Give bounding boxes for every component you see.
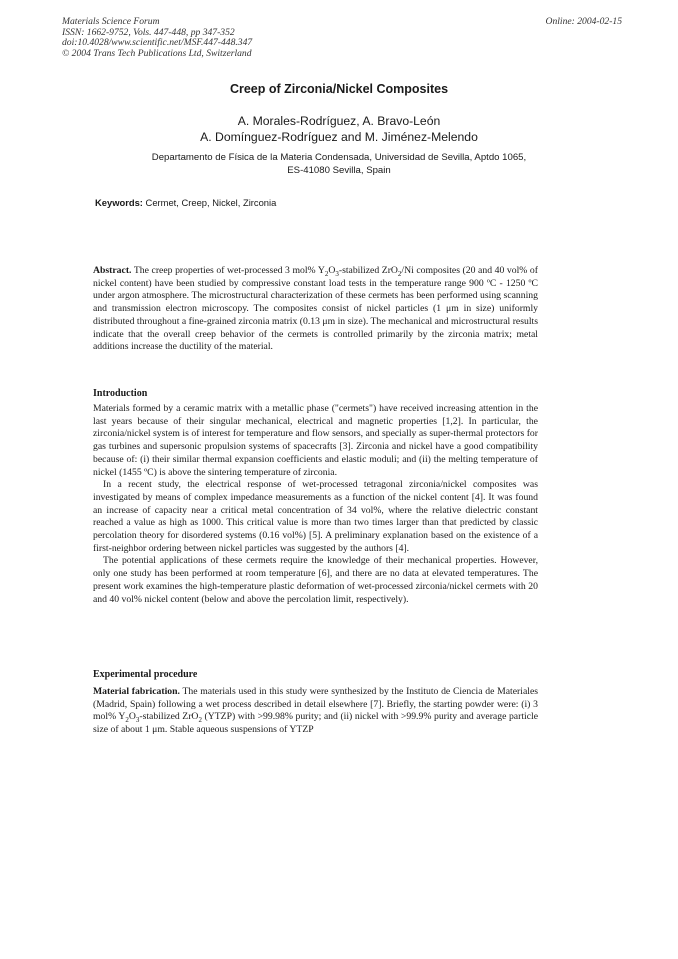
- keywords: [95, 197, 276, 208]
- abstract-text-1: The creep properties of wet-processed 3 mol% Y: [131, 265, 325, 276]
- experimental-paragraph: Material fabrication. The materials used in this study were synthesized by the Instituto de Ciencia de Materiales (Madrid, Spain) following a wet process described in detail elsewhere [7]. Briefly, the starting powder were: (i) 3 mol% $Y_2O_3$-stabilized ZrO$_2$ (YTZP) with >99.98% purity; and (ii) nickel with >99.9% purity and average particle size of about 1 μm. Stable aqueous suspensions of YTZP: [93, 686, 539, 736]
- abstract: [93, 265, 538, 354]
- journal-name: Materials Science Forum: [62, 16, 160, 27]
- intro-paragraph-1: Materials formed by a ceramic matrix with a metallic phase ("cermets") have received increasing attention in the last years because of their singular mechanical, electrical and magnetic properties [1,2]. In particular, the zirconia/nickel system is of interest for temperature and flow sensors, and specially as super-thermal protectors for gas turbines and supersonic propulsion systems of spacecrafts [3]. Zirconia and nickel have a good compatibility because of: (i) their similar thermal expansion coefficients and elastic moduli; and (ii) the melting temperature of nickel (1455 ºC) is above the sintering temperature of zirconia.: [93, 403, 538, 478]
- experimental-heading: Experimental procedure: [93, 669, 198, 680]
- experimental-text-2: O: [128, 711, 136, 723]
- copyright-line: © 2004 Trans Tech Publications Ltd, Switzerland: [62, 47, 252, 59]
- author-line-2: A. Domínguez-Rodríguez and M. Jiménez-Melendo: [200, 130, 478, 144]
- paper-title: Creep of Zirconia/Nickel Composites: [229, 82, 449, 96]
- abstract-label: Abstract.: [93, 265, 132, 276]
- author-line-1: A. Morales-Rodríguez, A. Bravo-León: [237, 114, 441, 128]
- affiliation-line-1: Departamento de Física de la Materia Condensada, Universidad de Sevilla, Aptdo 1065,: [151, 152, 527, 163]
- keywords-label: Keywords:: [95, 197, 143, 208]
- abstract-text-4: /Ni composites (20 and 40 vol% of nickel content) have been studied by compressive constant load tests in the temperature range 900 ºC - 1250 ºC under argon atmosphere. The microstructural characterization of these cermets has been performed using scanning and transmission electron microscopy. The composites consist of nickel particles (1 μm in size) uniformly distributed throughout a fine-grained zirconia matrix (0.13 μm in size). The mechanical and microstructural results indicate that the overall creep behavior of the cermets is controlled primarily by the zirconia matrix; metal additions increase the ductility of the material.: [93, 265, 538, 353]
- introduction-heading: Introduction: [93, 388, 148, 399]
- introduction-section: [93, 403, 538, 606]
- intro-paragraph-3: The potential applications of these cermets require the knowledge of their mechanical properties. However, only one study has been performed at room temperature [6], and there are no data at elevated temperatures. The present work examines the high-temperature plastic deformation of wet-processed zirconia/nickel cermets with 20 and 40 vol% nickel content (below and above the percolation limit, respectively).: [93, 555, 538, 605]
- author-list: [0, 113, 678, 145]
- affiliation-line-2: ES-41080 Sevilla, Spain: [287, 164, 391, 176]
- intro-paragraph-2: In a recent study, the electrical response of wet-processed tetragonal zirconia/nickel composites was investigated by means of complex impedance measurements as a function of the nickel content [4]. It was found an increase of capacity near a critical metal concentration of 34 vol%, where the relative dielectric constant reached a value as high as 1000. This critical value is more than two times larger than that predicted by classic percolation theory for disordered systems (0.16 vol%) [5]. A preliminary explanation based on the existence of a first-neighbor ordering between nickel particles was suggested by the authors [4].: [93, 479, 538, 554]
- issn-line: ISSN: 1662-9752, Vols. 447-448, pp 347-352: [62, 26, 235, 38]
- experimental-section: [93, 686, 538, 737]
- experimental-text-4: (YTZP) with >99.98% purity; and (ii) nickel with >99.9% purity and average particle size of about 1 μm. Stable aqueous suspensions of YTZP: [93, 711, 538, 736]
- online-date: Online: 2004-02-15: [545, 16, 622, 27]
- keywords-text: Cermet, Creep, Nickel, Zirconia: [142, 197, 277, 208]
- abstract-text-3: -stabilized ZrO: [338, 265, 398, 276]
- abstract-text-2: O: [328, 265, 336, 276]
- experimental-text-3: -stabilized ZrO: [139, 711, 199, 723]
- material-fabrication-label: Material fabrication.: [93, 686, 180, 697]
- experimental-text-1: The materials used in this study were synthesized by the Instituto de Ciencia de Materiales (Madrid, Spain) following a wet process described in detail elsewhere [7]. Briefly, the starting powder were: (i) 3 mol% Y: [93, 686, 539, 723]
- affiliation: [0, 152, 678, 177]
- journal-header: [62, 17, 622, 59]
- abstract-paragraph: Abstract. The creep properties of wet-processed 3 mol% $Y_2O_3$-stabilized ZrO$_2$/Ni composites (20 and 40 vol% of nickel content) have been studied by compressive constant load tests in the temperature range 900 ºC - 1250 ºC under argon atmosphere. The microstructural characterization of these cermets has been performed using scanning and transmission electron microscopy. The composites consist of nickel particles (1 μm in size) uniformly distributed throughout a fine-grained zirconia matrix (0.13 μm in size). The mechanical and microstructural results indicate that the overall creep behavior of the cermets is controlled primarily by the zirconia matrix; metal additions increase the ductility of the material.: [93, 265, 538, 353]
- doi-link[interactable]: doi:10.4028/www.scientific.net/MSF.447-448.347: [62, 37, 253, 49]
